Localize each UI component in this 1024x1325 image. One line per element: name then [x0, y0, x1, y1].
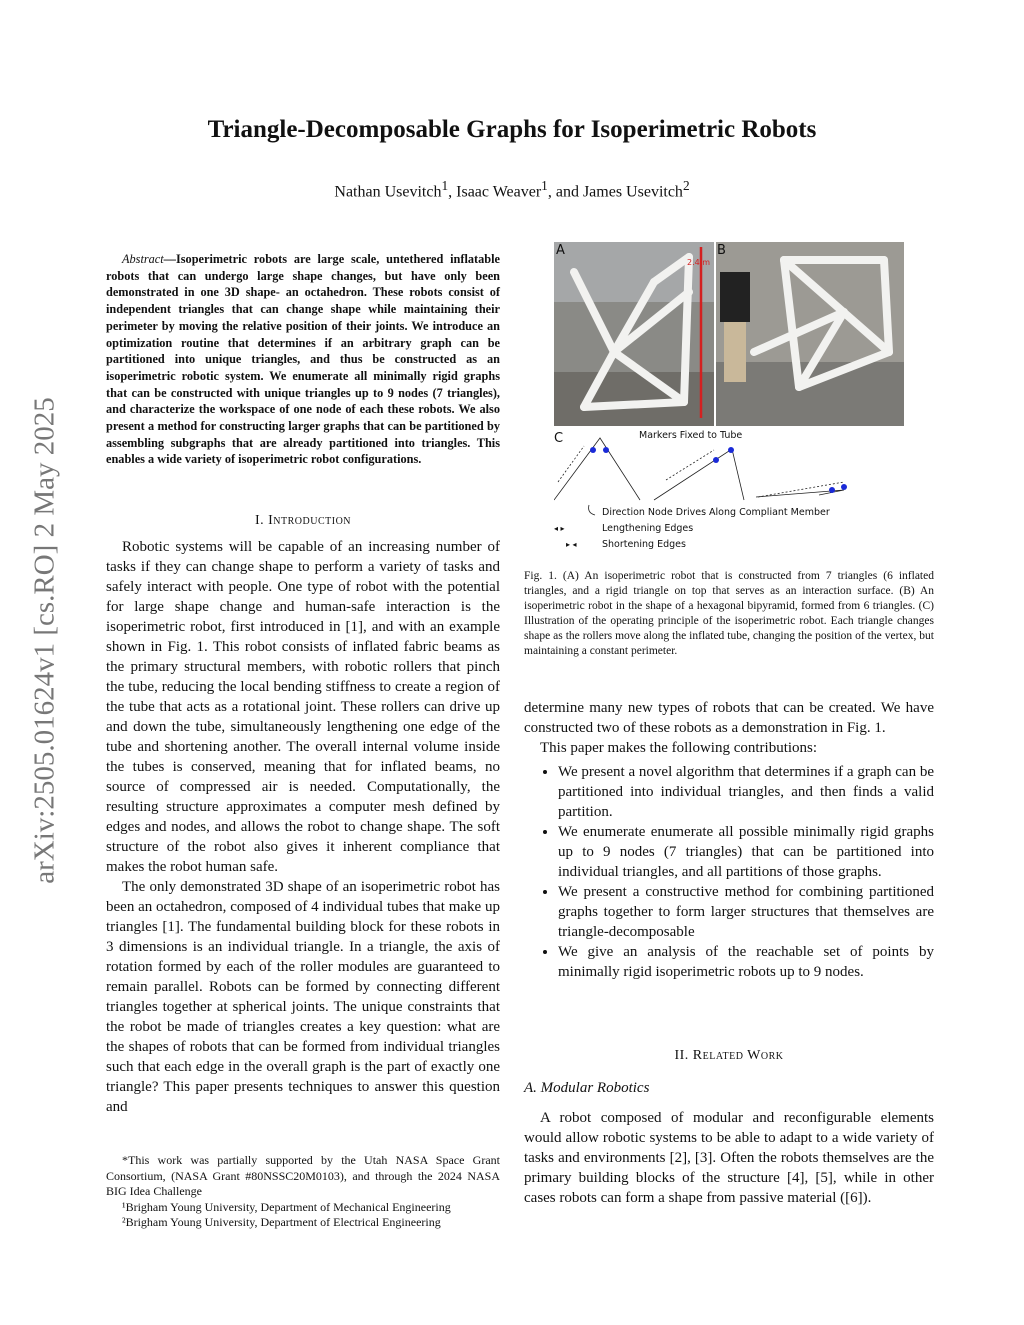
panel-label-a: A: [556, 243, 565, 258]
svg-text:▸ ◂: ▸ ◂: [566, 540, 577, 549]
intro-body: [106, 537, 500, 1117]
figure-caption: Fig. 1. (A) An isoperimetric robot that is constructed from 7 triangles (6 inflated triangles, and a rigid triangle on top that serves as an interaction surface. (B) An isoperimetric robot in the shape of a hexagonal bipyramid, formed from 6 triangles. (C) Illustration of the operating principle of the isoperimetric robot. Each triangle changes shape as the rollers move along the inflated tube, changing the position of the vertex, but maintaining a constant perimeter.: [524, 570, 934, 657]
photo-b: [716, 242, 904, 426]
related-work-body: [524, 1108, 934, 1208]
paragraph: This paper makes the following contributions:: [540, 740, 818, 756]
affiliation-mark: 1: [441, 178, 449, 193]
abstract: [106, 251, 500, 468]
legend-direction: Direction Node Drives Along Compliant Member: [602, 507, 830, 518]
marker-dots: [590, 447, 847, 493]
contributions-list: [524, 762, 934, 982]
footnote-affiliation-1: ¹Brigham Young University, Department of Mechanical Engineering: [122, 1199, 451, 1214]
arxiv-stamp: arXiv:2505.01624v1 [cs.RO] 2 May 2025: [28, 397, 61, 884]
curved-arrow-icon: [589, 505, 595, 515]
paper-title: Triangle-Decomposable Graphs for Isoperimetric Robots: [207, 116, 817, 143]
legend-lengthening: Lengthening Edges: [602, 523, 694, 534]
author: James Usevitch: [582, 183, 683, 201]
affiliation-mark: 1: [541, 178, 548, 193]
separator: ,: [448, 183, 457, 201]
svg-text:◂ ▸: ◂ ▸: [554, 524, 565, 533]
list-item: • We present a novel algorithm that determines if a graph can be partitioned into individual triangles, and then finds a valid partition.: [558, 762, 934, 822]
abstract-label: Abstract: [122, 252, 164, 266]
paragraph: The only demonstrated 3D shape of an isoperimetric robot has been an octahedron, composed of 4 individual tubes that make up triangles [1]. The fundamental building block for these robots in 3 dimensions is an individual triangle. In a triangle, the axis of rotation formed by each of the roller modules are guaranteed to remain parallel. Robots can be formed by connecting different triangles together at spherical joints. The unique constraints that the robot be made of triangles creates a key question: what are the shapes of robots that can be formed from individual triangles such that each edge in the overall graph is the part of exactly one triangle? This paper presents techniques to answer this question and: [106, 879, 500, 1115]
footnote-affiliation-2: ²Brigham Young University, Department of Electrical Engineering: [122, 1215, 441, 1229]
paragraph: A robot composed of modular and reconfigurable elements would allow robotic systems to be able to adapt to a wide variety of tasks and environments [2], [3]. Often the robots themselves are the primary building blocks of the structure [4], [5], while in other cases robots can form a shape from passive material ([6]).: [524, 1110, 934, 1206]
paragraph: Robotic systems will be capable of an increasing number of tasks if they can change shape to perform a variety of tasks and safely interact with people. One type of robot with the potential for large shape change and human-safe interaction is the isoperimetric robot, first introduced in [1], and with an example shown in Fig. 1. This robot consists of inflated fabric beams as the primary structural members, with robotic rollers that pinch the tube, reducing the local bending stiffness to create a region of the tube that acts as a rotational joint. These rollers can drive up and down the tube, simultaneously lengthening one edge of the tube and shortening another. The overall internal volume inside the tubes is conserved, meaning that for inflated beams, no source of compressed air is needed. Computationally, the resulting structure approximates a computer mesh defined by edges and nodes, and allows the robot to change shape. The soft structure of the robot also gives it inherent compliance that makes the robot human safe.: [106, 539, 500, 875]
panel-label-b: B: [717, 243, 726, 258]
footnotes: [106, 1153, 500, 1231]
scale-label: 2.4 m: [687, 258, 711, 267]
markers-label: Markers Fixed to Tube: [639, 430, 743, 441]
list-item: • We give an analysis of the reachable set of points by minimally rigid isoperimetric robots up to 9 nodes.: [558, 942, 934, 982]
abstract-text: —Isoperimetric robots are large scale, untethered inflatable robots that can undergo large shape changes, but have only been demonstrated in one 3D shape- an octahedron. These robots consist of independent triangles that can change shape while maintaining their perimeter by moving the relative position of their joints. We introduce an optimization routine that determines if an arbitrary graph can be partitioned into unique triangles, and thus be constructed as an isoperimetric robotic system. We enumerate all minimally rigid graphs that can be constructed with unique triangles up to 9 nodes (7 triangles), and characterize the workspace of one node of each these robots. We also present a method for constructing larger graphs that can be partitioned by assembling subgraphs that are already partitioned into triangles. This enables a wide variety of isoperimetric robot configurations.: [106, 252, 500, 467]
footnote-funding: *This work was partially supported by the Utah NASA Space Grant Consortium, (NASA Grant #80NSSC20M0103), and through the 2024 NASA BIG Idea Challenge: [106, 1153, 500, 1198]
paragraph: determine many new types of robots that can be created. We have constructed two of these robots as a demonstration in Fig. 1.: [524, 700, 934, 736]
section-heading-introduction: I. Introduction: [254, 513, 352, 528]
photo-a: [554, 242, 714, 426]
right-column-body: [524, 698, 934, 982]
separator: , and: [547, 183, 583, 201]
section-heading-related-work: II. Related Work: [674, 1048, 784, 1063]
author: Nathan Usevitch: [334, 183, 442, 201]
affiliation-mark: 2: [682, 178, 690, 193]
subsection-heading: A. Modular Robotics: [524, 1080, 650, 1096]
author-list: [0, 178, 1024, 201]
figure-1: [554, 242, 904, 552]
list-item: • We present a constructive method for combining partitioned graphs together to form larger structures that themselves are triangle-decomposable: [558, 882, 934, 942]
panel-label-c: C: [554, 431, 564, 446]
legend-shortening: Shortening Edges: [602, 539, 686, 550]
diagram-c: [554, 430, 847, 550]
author: Isaac Weaver: [456, 183, 542, 201]
figure-graphic: [554, 242, 904, 552]
list-item: • We enumerate enumerate all possible minimally rigid graphs up to 9 nodes (7 triangles) that can be partitioned into individual triangles, and all partitions of those graphs.: [558, 822, 934, 882]
